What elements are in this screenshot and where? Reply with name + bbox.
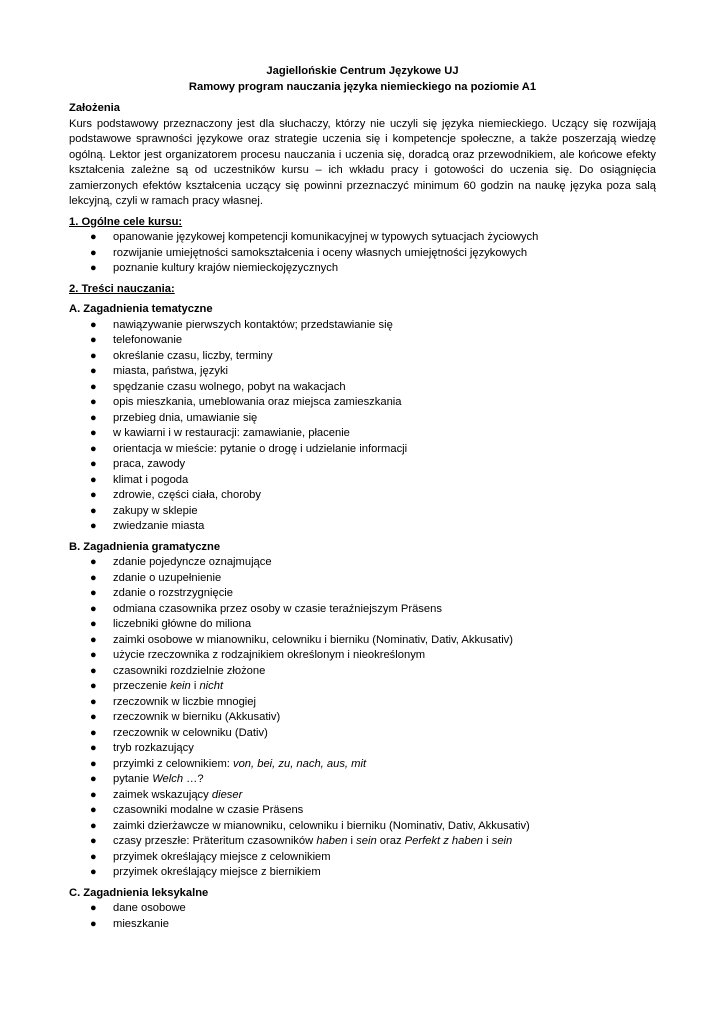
- bullet-icon: ●: [90, 633, 97, 646]
- bullet-icon: ●: [90, 473, 97, 486]
- list-item: ● przyimek określający miejsce z biernikiem: [69, 865, 656, 881]
- bullet-icon: ●: [90, 334, 97, 346]
- bullet-icon: ●: [90, 917, 97, 930]
- bullet-icon: ●: [90, 318, 97, 331]
- list-item: ● użycie rzeczownika z rodzajnikiem określonym i nieokreślonym: [69, 648, 656, 664]
- list-item: ● klimat i pogoda: [69, 473, 656, 489]
- list-item: ● w kawiarni i w restauracji: zamawianie, płacenie: [69, 426, 656, 442]
- bullet-icon: ●: [90, 489, 97, 501]
- bullet-icon: ●: [90, 804, 97, 816]
- list-item: ● odmiana czasownika przez osoby w czasie teraźniejszym Präsens: [69, 602, 656, 618]
- bullet-icon: ●: [90, 726, 97, 739]
- bullet-icon: ●: [90, 618, 97, 630]
- list-item: ● orientacja w mieście: pytanie o drogę i udzielanie informacji: [69, 442, 656, 458]
- list-item: ● określanie czasu, liczby, terminy: [69, 349, 656, 365]
- document-page: [69, 64, 656, 932]
- bullet-icon: ●: [90, 504, 97, 517]
- bullet-icon: ●: [90, 680, 97, 692]
- bullet-icon: ●: [90, 365, 97, 377]
- list-item: ● zdanie o uzupełnienie: [69, 571, 656, 587]
- list-item: ● rzeczownik w liczbie mnogiej: [69, 695, 656, 711]
- list-item: ● telefonowanie: [69, 333, 656, 349]
- bullet-icon: ●: [90, 442, 97, 455]
- bullet-icon: ●: [90, 246, 97, 259]
- bullet-icon: ●: [90, 757, 97, 770]
- list-item: ● nawiązywanie pierwszych kontaktów; przedstawianie się: [69, 318, 656, 334]
- list-item: ● czasowniki rozdzielnie złożone: [69, 664, 656, 680]
- list-item: ● liczebniki główne do miliona: [69, 617, 656, 633]
- list-item: ● przebieg dnia, umawianie się: [69, 411, 656, 427]
- bullet-icon: ●: [90, 649, 97, 661]
- bullet-icon: ●: [90, 835, 97, 847]
- thematic-heading: A. Zagadnienia tematyczne: [69, 303, 213, 315]
- bullet-icon: ●: [90, 262, 97, 274]
- grammar-heading: B. Zagadnienia gramatyczne: [69, 540, 221, 553]
- bullet-icon: ●: [90, 788, 97, 801]
- list-item: ● zakupy w sklepie: [69, 504, 656, 520]
- lexical-list: [69, 901, 656, 932]
- list-item: ● zdanie pojedyncze oznajmujące: [69, 555, 656, 571]
- list-item: ● pytanie Welch …?: [69, 772, 656, 788]
- list-item: ● przyimki z celownikiem: von, bei, zu, nach, aus, mit: [69, 757, 656, 773]
- list-item: ● mieszkanie: [69, 917, 656, 933]
- lexical-heading: C. Zagadnienia leksykalne: [69, 886, 209, 899]
- list-item: ● czasy przeszłe: Präteritum czasowników haben i sein oraz Perfekt z haben i sein: [69, 834, 656, 850]
- list-item: ● zaimki dzierżawcze w mianowniku, celowniku i bierniku (Nominativ, Dativ, Akkusativ): [69, 819, 656, 835]
- list-item: ● czasowniki modalne w czasie Präsens: [69, 803, 656, 819]
- list-item: ● opanowanie językowej kompetencji komunikacyjnej w typowych sytuacjach życiowych: [69, 230, 656, 246]
- program-title: Ramowy program nauczania języka niemieckiego na poziomie A1: [188, 80, 537, 93]
- bullet-icon: ●: [90, 819, 97, 832]
- list-item: ● zaimek wskazujący dieser: [69, 788, 656, 804]
- list-item: ● praca, zawody: [69, 457, 656, 473]
- list-item: ● rzeczownik w bierniku (Akkusativ): [69, 710, 656, 726]
- bullet-icon: ●: [90, 742, 97, 754]
- list-item: ● zaimki osobowe w mianowniku, celowniku i bierniku (Nominativ, Dativ, Akkusativ): [69, 633, 656, 649]
- list-item: ● poznanie kultury krajów niemieckojęzycznych: [69, 261, 656, 277]
- bullet-icon: ●: [90, 664, 97, 677]
- bullet-icon: ●: [90, 602, 97, 615]
- assumptions-text: Kurs podstawowy przeznaczony jest dla słuchaczy, którzy nie uczyli się języka niemieckiego. Uczący się rozwijają podstawowe sprawności językowe oraz strategie uczenia się i kompetencje społeczne, a także poszerzają wiedzę ogólną. Lektor jest organizatorem procesu nauczania i uczenia się, doradcą oraz przewodnikiem, ale końcowe efekty kształcenia zależne są od uczestników kursu – ich wkładu pracy i gotowości do uczenia się. Do osiągnięcia zamierzonych efektów kształcenia uczący się powinni przeznaczyć minimum 60 godzin na naukę języka poza salą lekcyjną, czyli w ramach pracy własnej.: [69, 117, 656, 207]
- bullet-icon: ●: [90, 411, 97, 424]
- bullet-icon: ●: [90, 380, 97, 393]
- bullet-icon: ●: [90, 711, 97, 723]
- list-item: ● zdrowie, części ciała, choroby: [69, 488, 656, 504]
- bullet-icon: ●: [90, 349, 97, 362]
- assumptions-heading: Założenia: [69, 102, 120, 114]
- list-item: ● rzeczownik w celowniku (Dativ): [69, 726, 656, 742]
- grammar-list: [69, 555, 656, 881]
- list-item: ● zdanie o rozstrzygnięcie: [69, 586, 656, 602]
- bullet-icon: ●: [90, 427, 97, 439]
- list-item: ● przeczenie kein i nicht: [69, 679, 656, 695]
- thematic-list: [69, 318, 656, 535]
- institution-title: Jagiellońskie Centrum Językowe UJ: [266, 65, 459, 77]
- list-item: ● dane osobowe: [69, 901, 656, 917]
- list-item: ● tryb rozkazujący: [69, 741, 656, 757]
- bullet-icon: ●: [90, 571, 97, 584]
- goals-heading: 1. Ogólne cele kursu:: [69, 215, 183, 228]
- goals-list: [69, 230, 656, 277]
- list-item: ● zwiedzanie miasta: [69, 519, 656, 535]
- bullet-icon: ●: [90, 556, 97, 568]
- list-item: ● przyimek określający miejsce z celownikiem: [69, 850, 656, 866]
- list-item: ● rozwijanie umiejętności samokształcenia i oceny własnych umiejętności językowych: [69, 246, 656, 262]
- list-item: ● opis mieszkania, umeblowania oraz miejsca zamieszkania: [69, 395, 656, 411]
- bullet-icon: ●: [90, 396, 97, 408]
- list-item: ● miasta, państwa, języki: [69, 364, 656, 380]
- bullet-icon: ●: [90, 866, 97, 878]
- bullet-icon: ●: [90, 231, 97, 243]
- bullet-icon: ●: [90, 587, 97, 599]
- bullet-icon: ●: [90, 773, 97, 785]
- content-heading: 2. Treści nauczania:: [69, 282, 175, 295]
- bullet-icon: ●: [90, 850, 97, 863]
- bullet-icon: ●: [90, 520, 97, 532]
- bullet-icon: ●: [90, 695, 97, 708]
- bullet-icon: ●: [90, 902, 97, 914]
- bullet-icon: ●: [90, 458, 97, 470]
- list-item: ● spędzanie czasu wolnego, pobyt na wakacjach: [69, 380, 656, 396]
